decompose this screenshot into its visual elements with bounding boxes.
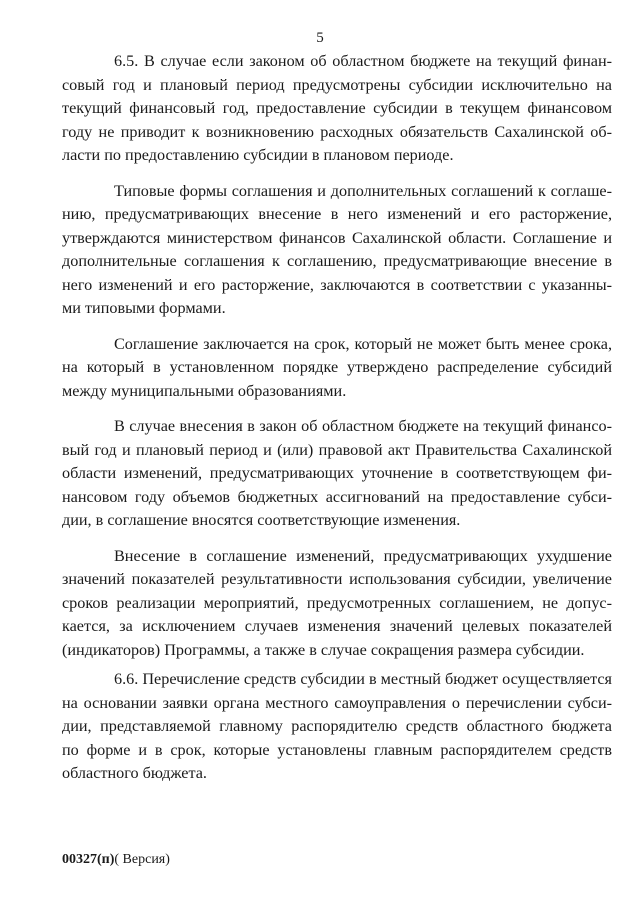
text-line: вый год и плановый период и (или) правовой акт Правительства Сахалинской bbox=[62, 440, 612, 459]
text-line: (индикаторов) Программы, а также в случае сокращения размера субсидии. bbox=[62, 640, 585, 659]
paragraph-6-6 bbox=[62, 668, 612, 786]
text-line: В случае внесения в закон об областном бюджете на текущий финансо- bbox=[114, 417, 612, 435]
document-body bbox=[62, 50, 612, 786]
text-line: области изменений, предусматривающих уточнение в соответствующем фи- bbox=[62, 464, 612, 482]
text-line: текущий финансовый год, предоставление субсидии в текущем финансовом bbox=[62, 99, 612, 117]
text-line: областного бюджета. bbox=[62, 764, 207, 782]
paragraph-worsening-changes bbox=[62, 545, 612, 663]
text-line: совый год и плановый период предусмотрены субсидии исключительно на bbox=[62, 75, 612, 94]
text-line: сроков реализации мероприятий, предусмотренных соглашением, не допус- bbox=[62, 593, 612, 612]
paragraph-typical-forms bbox=[62, 180, 612, 321]
text-line: Соглашение заключается на срок, который не может быть менее срока, bbox=[114, 334, 612, 353]
text-line: дополнительные соглашения к соглашению, предусматривающие внесение в bbox=[62, 252, 612, 270]
text-line: по форме и в срок, которые установлены главным распорядителем средств bbox=[62, 740, 612, 759]
text-line: утверждаются министерством финансов Сахалинской области. Соглашение и bbox=[62, 228, 612, 247]
paragraph-budget-changes bbox=[62, 415, 612, 533]
text-line: Внесение в соглашение изменений, предусматривающих ухудшение bbox=[114, 546, 612, 565]
paragraph-6-5 bbox=[62, 50, 612, 168]
text-line: дии, в соглашение вносятся соответствующие изменения. bbox=[62, 511, 461, 529]
document-footer-id bbox=[62, 852, 170, 868]
text-line: нию, предусматривающих внесение в него изменений и его расторжение, bbox=[62, 205, 612, 223]
text-line: ми типовыми формами. bbox=[62, 299, 226, 317]
text-line: 6.6. Перечисление средств субсидии в местный бюджет осуществляется bbox=[114, 670, 612, 688]
text-line: нансовом году объемов бюджетных ассигнований на предоставление субси- bbox=[62, 487, 612, 506]
text-line: Типовые формы соглашения и дополнительных соглашений к соглаше- bbox=[114, 181, 612, 200]
page-number: 5 bbox=[316, 30, 324, 46]
text-line: на основании заявки органа местного самоуправления о перечислении субси- bbox=[62, 693, 612, 712]
text-line: между муниципальными образованиями. bbox=[62, 381, 347, 400]
text-line: году не приводит к возникновению расходных обязательств Сахалинской об- bbox=[62, 122, 612, 141]
text-line: 6.5. В случае если законом об областном бюджете на текущий финан- bbox=[114, 52, 612, 70]
text-line: значений показателей результативности использования субсидии, увеличение bbox=[62, 570, 612, 588]
text-line: на который в установленном порядке утверждено распределение субсидий bbox=[62, 358, 612, 376]
version-label: ( Версия) bbox=[114, 852, 170, 867]
text-line: ласти по предоставлению субсидии в плановом периоде. bbox=[62, 146, 454, 164]
text-line: кается, за исключением случаев изменения значений целевых показателей bbox=[62, 617, 612, 635]
text-line: него изменений и его расторжение, заключаются в соответствии с указанны- bbox=[62, 275, 612, 294]
paragraph-agreement-term bbox=[62, 333, 612, 404]
text-line: дии, представляемой главному распорядителю средств областного бюджета bbox=[62, 717, 612, 735]
document-number: 00327(п) bbox=[62, 852, 115, 867]
